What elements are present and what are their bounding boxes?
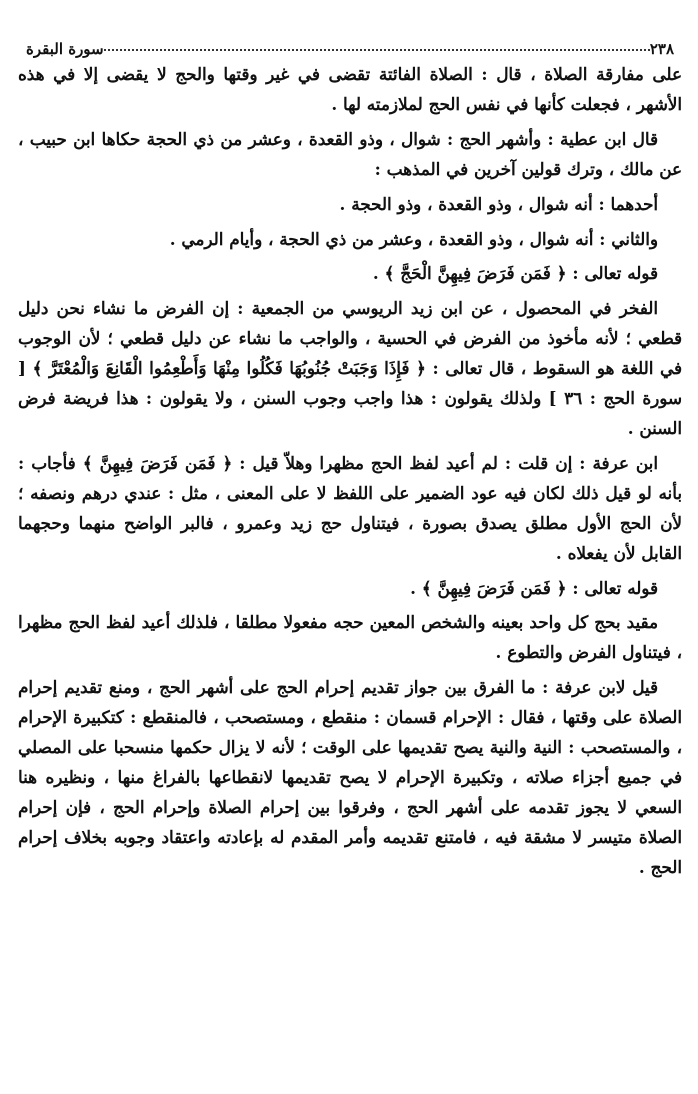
paragraph: أحدهما : أنه شوال ، وذو القعدة ، وذو الحجة .: [339, 193, 658, 214]
paragraph: مقيد بحج كل واحد بعينه والشخص المعين حجه مفعولا مطلقا ، فلذلك أعيد لفظ الحج مظهرا ، فيتناول الفرض والتطوع .: [18, 612, 682, 663]
surah-title: سورة البقرة: [26, 40, 104, 58]
paragraph: قال ابن عطية : وأشهر الحج : شوال ، وذو القعدة ، وعشر من ذي الحجة حكاها ابن حبيب ، عن مالك ، وترك قولين آخرين في المذهب :: [18, 128, 682, 179]
header-dotted-rule: [104, 49, 650, 51]
paragraph: والثاني : أنه شوال ، وذو القعدة ، وعشر من ذي الحجة ، وأيام الرمي .: [169, 228, 658, 249]
page-number: ٢٣٨: [649, 40, 674, 58]
verse-heading: قوله تعالى : ﴿ فَمَن فَرَضَ فِيهِنَّ ﴾ .: [410, 577, 658, 598]
book-page: [18, 28, 682, 1068]
paragraph: ابن عرفة : إن قلت : لم أعيد لفظ الحج مظهرا وهلاّ قيل : ﴿ فَمَن فَرَضَ فِيهِنَّ ﴾ فأجاب : بأنه لو قيل ذلك لكان فيه عود الضمير على اللفظ لا على المعنى ، مثل : عندي درهم ونصفه ؛ لأن الحج الأول مطلق يصدق بصورة ، فيتناول حج زيد وعمرو ، فالبر الواضح منهما وحجهما القابل لأن يفعلاه .: [18, 452, 682, 563]
page-body: [18, 60, 682, 883]
paragraph: قيل لابن عرفة : ما الفرق بين جواز تقديم إحرام الحج على أشهر الحج ، ومنع تقديم إحرام الصلاة على وقتها ، فقال : الإحرام قسمان : منقطع ، ومستصحب ، فالمنقطع : كتكبيرة الإحرام ، والمستصحب : النية والنية يصح تقديمها على الوقت ؛ لأنه لا يزال حكمها منسحبا على المصلي في جميع أجزاء صلاته ، وتكبيرة الإحرام لا يصح تقديمها لانقطاعها بالفراغ منها ، ونظيره هنا السعي لا يجوز تقدمه على أشهر الحج ، وفرقوا بين إحرام الصلاة وإحرام الحج ، فإن إحرام الصلاة متيسر لا مشقة فيه ، فامتنع تقديمه وأمر المقدم له بإعادته واعتقاد وجوبه بخلاف إحرام الحج .: [18, 677, 682, 877]
running-header: [18, 28, 682, 58]
paragraph: الفخر في المحصول ، عن ابن زيد الريوسي من الجمعية : إن الفرض ما نشاء نحن دليل قطعي ؛ لأنه مأخوذ من الفرض في الحسية ، والواجب ما نشاء عن دليل قطعي ؛ لأن الوجوب في اللغة هو السقوط ، قال تعالى : ﴿ فَإِذَا وَجَبَتْ جُنُوبُهَا فَكُلُوا مِنْهَا وَأَطْعِمُوا الْقَانِعَ وَالْمُعْتَرَّ ﴾ [ سورة الحج : ٣٦ ] ولذلك يقولون : هذا واجب وجوب السنن ، ولا يقولون : هذا فريضة فرض السنن .: [18, 298, 682, 438]
paragraph: على مفارقة الصلاة ، قال : الصلاة الفائتة تقضى في غير وقتها والحج لا يقضى إلا في هذه الأشهر ، فجعلت كأنها في نفس الحج لملازمته لها .: [18, 64, 682, 114]
verse-heading: قوله تعالى : ﴿ فَمَن فَرَضَ فِيهِنَّ الْحَجَّ ﴾ .: [372, 263, 658, 284]
